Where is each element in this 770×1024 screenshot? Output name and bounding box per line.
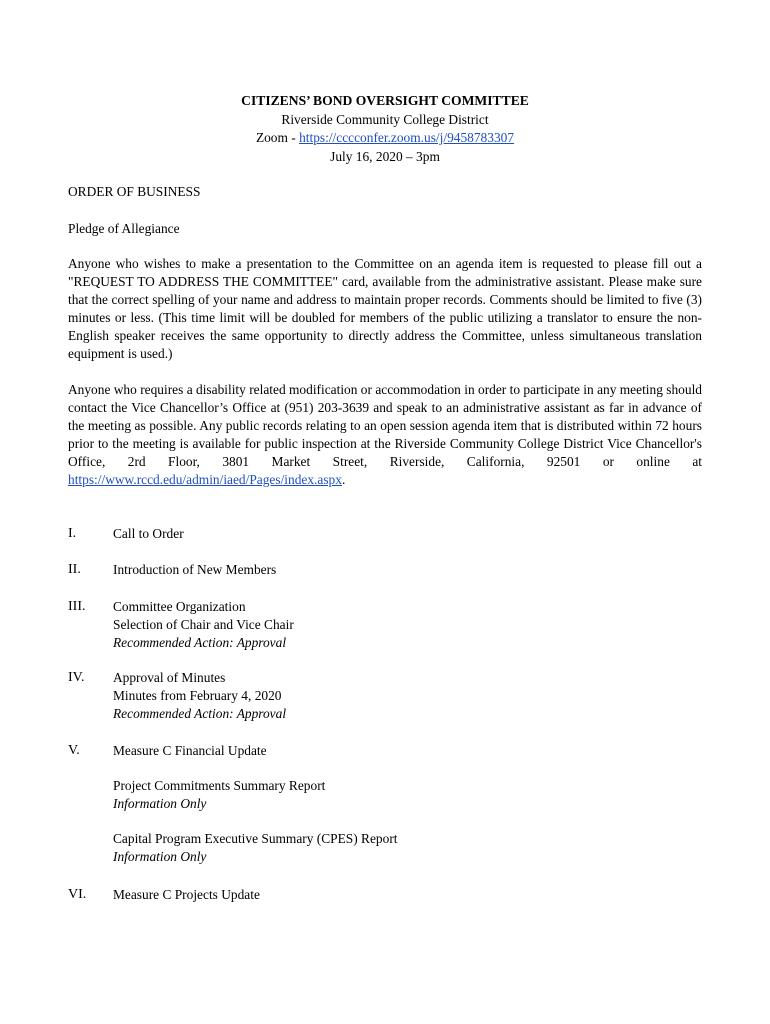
agenda-number: III. [68,599,86,614]
recommended-action: Recommended Action: Approval [113,635,287,650]
rccd-link[interactable]: https://www.rccd.edu/admin/iaed/Pages/index.aspx [68,472,342,487]
document-header [0,92,770,166]
report-note: Information Only [113,796,207,811]
disability-paragraph-text: Anyone who requires a disability related modification or accommodation in order to participate in any meeting should contact the Vice Chancellor’s Office at (951) 203-3639 and speak to an administrative assistant as far in advance of the meeting as possible. Any public records relating to an open session agenda item that is distributed within 72 hours prior to the meeting is available for public inspection at the Riverside Community College District Vice Chancellor's Office, 2rd Floor, 3801 Market Street, Riverside, California, 92501 or online at [68,382,702,469]
zoom-link[interactable]: https://cccconfer.zoom.us/j/9458783307 [299,130,515,145]
district-name: Riverside Community College District [281,111,489,127]
recommended-action: Recommended Action: Approval [113,706,287,721]
meeting-date: July 16, 2020 – 3pm [330,148,440,164]
paragraph-end: . [341,472,346,487]
zoom-label: Zoom - [255,130,300,145]
agenda-subitem: Selection of Chair and Vice Chair [113,617,294,632]
public-comment-paragraph: Anyone who wishes to make a presentation to the Committee on an agenda item is requested to please fill out a "REQUEST TO ADDRESS THE COMMITTEE" card, available from the administrative assistant. Please make sure that the correct spelling of your name and address to maintain proper records. Comments should be limited to five (3) minutes or less. (This time limit will be doubled for members of the public utilizing a translator to ensure the non-English speaker receives the same opportunity to directly address the Committee, unless simultaneous translation equipment is used.) [68,256,702,361]
order-of-business-heading: ORDER OF BUSINESS [68,184,201,199]
committee-title: CITIZENS’ BOND OVERSIGHT COMMITTEE [241,93,529,108]
agenda-number: IV. [68,670,85,685]
agenda-title: Measure C Financial Update [113,743,267,758]
agenda-title: Approval of Minutes [113,670,226,685]
agenda-title: Introduction of New Members [113,562,277,577]
agenda-title: Call to Order [113,526,184,541]
zoom-line [0,129,770,148]
pledge-text: Pledge of Allegiance [68,221,180,236]
agenda-number: II. [68,562,81,577]
agenda-number: I. [68,526,77,541]
disability-paragraph [68,381,702,489]
agenda-title: Committee Organization [113,599,246,614]
report-note: Information Only [113,849,207,864]
agenda-subitem: Minutes from February 4, 2020 [113,688,282,703]
agenda-title: Measure C Projects Update [113,887,260,902]
agenda-number: V. [68,743,80,758]
report-title: Project Commitments Summary Report [113,778,326,793]
report-title: Capital Program Executive Summary (CPES) Report [113,831,398,846]
agenda-number: VI. [68,887,87,902]
